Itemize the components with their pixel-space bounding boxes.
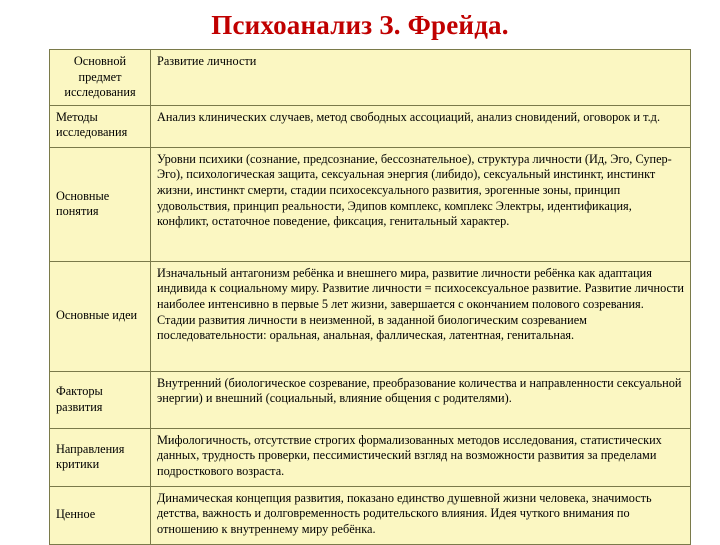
row-description: Изначальный антагонизм ребёнка и внешнего мира, развитие личности ребёнка как адаптация индивида к социальному миру. Развитие личности = психосексуальное развитие. Развитие личности наиболее интенсивно в первые 5 лет жизни, завершается с окончанием полового созревания. Стадии развития личности в неизменной, в заданной биологическим созреванием последовательности: оральная, анальная, фаллическая, латентная, генитальная. (151, 261, 691, 371)
row-description: Уровни психики (сознание, предсознание, бессознательное), структура личности (Ид, Эго, Супер-Эго), психологическая защита, сексуальная энергия (либидо), сексуальный инстинкт, инстинкт жизни, инстинкт смерти, стадии психосексуального развития, эрогенные зоны, принцип удовольствия, принцип реальности, Эдипов комплекс, комплекс Электры, идентификация, конфликт, остаточное поведение, фиксация, генитальный характер. (151, 147, 691, 261)
row-description: Мифологичность, отсутствие строгих формализованных методов исследования, статистических данных, трудность проверки, пессимистический взгляд на возможности развития за пределами подросткового возраста. (151, 428, 691, 486)
table-row (50, 428, 691, 486)
table-row (50, 147, 691, 261)
row-term: Факторы развития (50, 371, 151, 428)
row-term: Основные идеи (50, 261, 151, 371)
table-row (50, 261, 691, 371)
row-term: Основные понятия (50, 147, 151, 261)
table-row (50, 50, 691, 106)
table-row (50, 105, 691, 147)
psychoanalysis-table (49, 49, 691, 545)
table-row (50, 486, 691, 544)
row-description: Внутренний (биологическое созревание, преобразование количества и направленности сексуальной энергии) и внешний (социальный, влияние общения с родителями). (151, 371, 691, 428)
row-term: Ценное (50, 486, 151, 544)
row-term: Основной предмет исследования (50, 50, 151, 106)
row-term: Направления критики (50, 428, 151, 486)
page-title: Психоанализ З. Фрейда. (211, 10, 509, 40)
row-term: Методы исследования (50, 105, 151, 147)
row-description: Анализ клинических случаев, метод свободных ассоциаций, анализ сновидений, оговорок и т.д. (151, 105, 691, 147)
row-description: Динамическая концепция развития, показано единство душевной жизни человека, значимость детства, важность и долговременность родительского влияния. Идея чуткого внимания по отношению к внутреннему миру ребёнка. (151, 486, 691, 544)
row-description: Развитие личности (151, 50, 691, 106)
table-row (50, 371, 691, 428)
